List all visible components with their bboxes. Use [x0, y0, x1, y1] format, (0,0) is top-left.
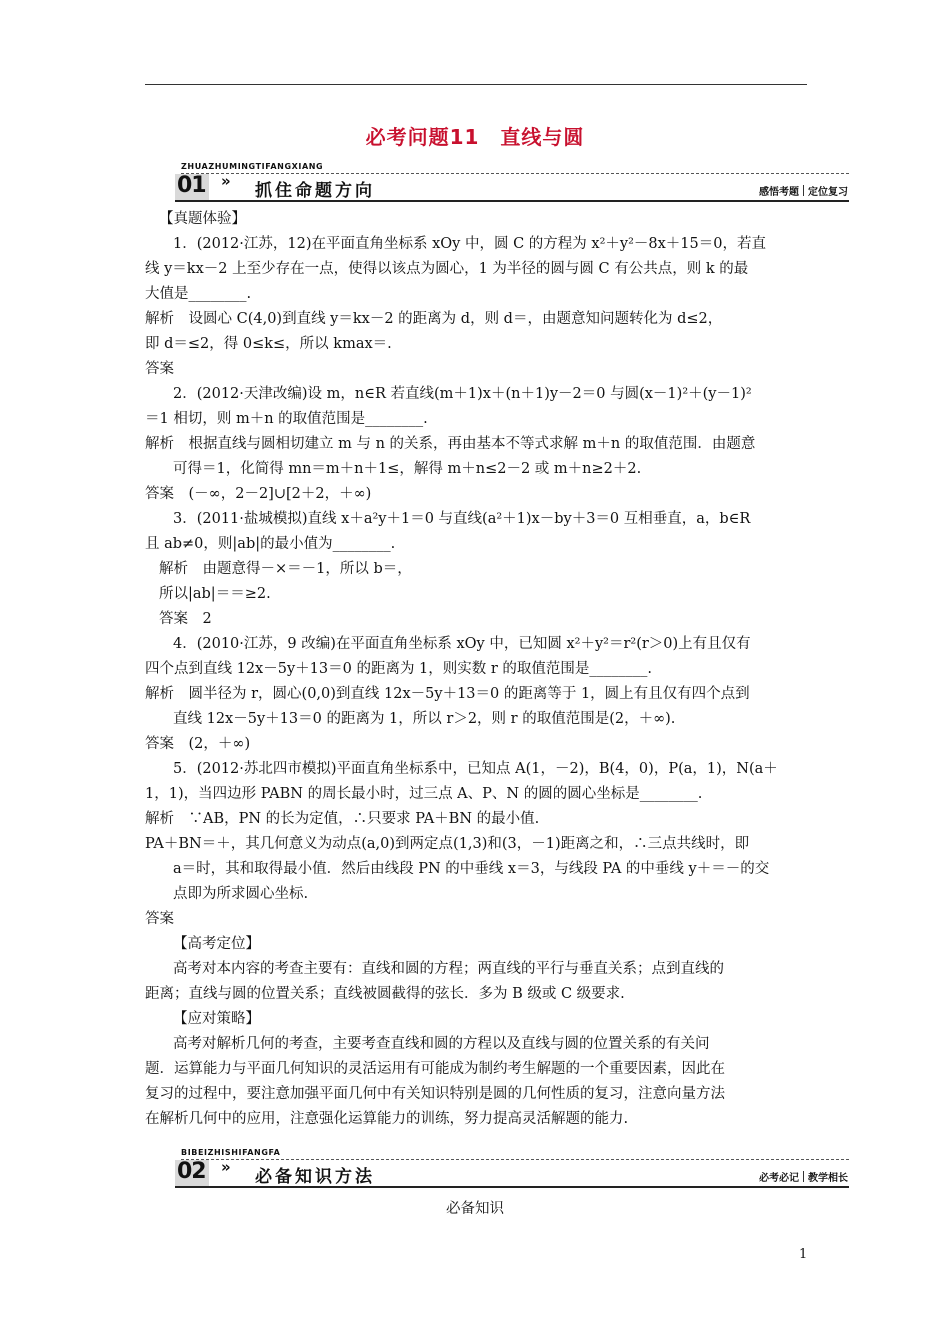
text-line: 题．运算能力与平面几何知识的灵活运用有可能成为制约考生解题的一个重要因素，因此在: [145, 1061, 725, 1077]
section-number: 02: [177, 1159, 206, 1184]
text-line: 2．(2012·天津改编)设 m，n∈R 若直线(m＋1)x＋(n＋1)y－2＝0 与圆(x－1)²＋(y－1)²: [173, 386, 752, 402]
text-line: 1．(2012·江苏，12)在平面直角坐标系 xOy 中，圆 C 的方程为 x²＋y²－8x＋15＝0，若直: [173, 236, 766, 252]
body-text: [145, 207, 810, 1132]
text-line: ＝1 相切，则 m＋n 的取值范围是________.: [145, 411, 428, 427]
text-line: 答案 (－∞，2－2]∪[2＋2，＋∞): [145, 486, 372, 502]
text-line: 5．(2012·苏北四市模拟)平面直角坐标系中，已知点 A(1，－2)，B(4，0)，P(a，1)，N(a＋: [173, 761, 778, 777]
dashed-rule: [181, 1159, 849, 1160]
section-rule: [175, 200, 849, 202]
section-heading: 抓住命题方向: [255, 181, 375, 201]
chevron-icon: »: [221, 172, 231, 190]
text-line: 解析 圆半径为 r，圆心(0,0)到直线 12x－5y＋13＝0 的距离等于 1，圆上有且仅有四个点到: [145, 686, 750, 702]
text-line: 高考对解析几何的考查，主要考查直线和圆的方程以及直线与圆的位置关系的有关问: [173, 1036, 710, 1052]
tag-separator: [803, 185, 804, 196]
text-line: 【真题体验】: [159, 211, 246, 227]
text-line: 距离；直线与圆的位置关系；直线被圆截得的弦长．多为 B 级或 C 级要求.: [145, 986, 625, 1002]
section-tag: [759, 1169, 848, 1184]
section-pinyin: BIBEIZHISHIFANGFA: [181, 1148, 281, 1157]
tag-right: 定位复习: [808, 187, 848, 198]
text-line: 高考对本内容的考查主要有：直线和圆的方程；两直线的平行与垂直关系；点到直线的: [173, 961, 724, 977]
text-line: 答案 2: [159, 611, 212, 627]
text-line: 解析 ∵AB，PN 的长为定值，∴只要求 PA＋BN 的最小值.: [145, 811, 540, 827]
text-line: 点即为所求圆心坐标.: [173, 886, 309, 902]
text-line: PA＋BN＝＋，其几何意义为动点(a,0)到两定点(1,3)和(3，－1)距离之和，∴三点共线时，即: [145, 836, 750, 852]
section-number: 01: [177, 173, 206, 198]
page-number: 1: [799, 1247, 808, 1262]
section-heading: 必备知识方法: [255, 1167, 375, 1187]
section-tag: [759, 183, 848, 198]
tag-separator: [803, 1171, 804, 1182]
tag-left: 感悟考题: [759, 187, 799, 198]
text-line: 复习的过程中，要注意加强平面几何中有关知识特别是圆的几何性质的复习，注意向量方法: [145, 1086, 725, 1102]
text-line: 线 y＝kx－2 上至少存在一点，使得以该点为圆心，1 为半径的圆与圆 C 有公共点，则 k 的最: [145, 261, 749, 277]
text-line: 1，1)，当四边形 PABN 的周长最小时，过三点 A、P、N 的圆的圆心坐标是________.: [145, 786, 703, 802]
subheading: 必备知识: [446, 1201, 504, 1217]
section-rule: [175, 1186, 849, 1188]
text-line: 且 ab≠0，则|ab|的最小值为________.: [145, 536, 396, 552]
text-line: 【高考定位】: [173, 936, 260, 952]
text-line: 即 d＝≤2，得 0≤k≤，所以 kmax＝.: [145, 336, 392, 352]
text-line: 答案: [145, 911, 174, 927]
text-line: 解析 根据直线与圆相切建立 m 与 n 的关系，再由基本不等式求解 m＋n 的取值范围．由题意: [145, 436, 756, 452]
text-line: 可得＝1，化简得 mn＝m＋n＋1≤，解得 m＋n≤2－2 或 m＋n≥2＋2.: [173, 461, 642, 477]
text-line: 所以|ab|＝＝≥2.: [159, 586, 271, 602]
text-line: 4．(2010·江苏，9 改编)在平面直角坐标系 xOy 中，已知圆 x²＋y²＝r²(r＞0)上有且仅有: [173, 636, 751, 652]
text-line: 3．(2011·盐城模拟)直线 x＋a²y＋1＝0 与直线(a²＋1)x－by＋3＝0 互相垂直，a，b∈R: [173, 511, 751, 527]
text-line: 解析 由题意得－×＝－1，所以 b＝，: [159, 561, 412, 577]
text-line: 大值是________.: [145, 286, 252, 302]
header-rule: [145, 84, 807, 85]
text-line: 答案 (2，＋∞): [145, 736, 251, 752]
text-line: a＝时，其和取得最小值．然后由线段 PN 的中垂线 x＝3，与线段 PA 的中垂线 y＋＝－的交: [173, 861, 770, 877]
text-line: 四个点到直线 12x－5y＋13＝0 的距离为 1，则实数 r 的取值范围是________.: [145, 661, 653, 677]
section-pinyin: ZHUAZHUMINGTIFANGXIANG: [181, 162, 324, 171]
text-line: 答案: [145, 361, 174, 377]
text-line: 直线 12x－5y＋13＝0 的距离为 1，所以 r＞2，则 r 的取值范围是(2，＋∞).: [173, 711, 676, 727]
chevron-icon: »: [221, 1158, 231, 1176]
text-line: 【应对策略】: [173, 1011, 260, 1027]
text-line: 在解析几何中的应用，注意强化运算能力的训练，努力提高灵活解题的能力.: [145, 1111, 629, 1127]
tag-left: 必考必记: [759, 1173, 799, 1184]
dashed-rule: [181, 173, 849, 174]
text-line: 解析 设圆心 C(4,0)到直线 y＝kx－2 的距离为 d，则 d＝，由题意知问题转化为 d≤2，: [145, 311, 723, 327]
tag-right: 教学相长: [808, 1173, 848, 1184]
page-title: 必考问题11 直线与圆: [365, 125, 585, 149]
